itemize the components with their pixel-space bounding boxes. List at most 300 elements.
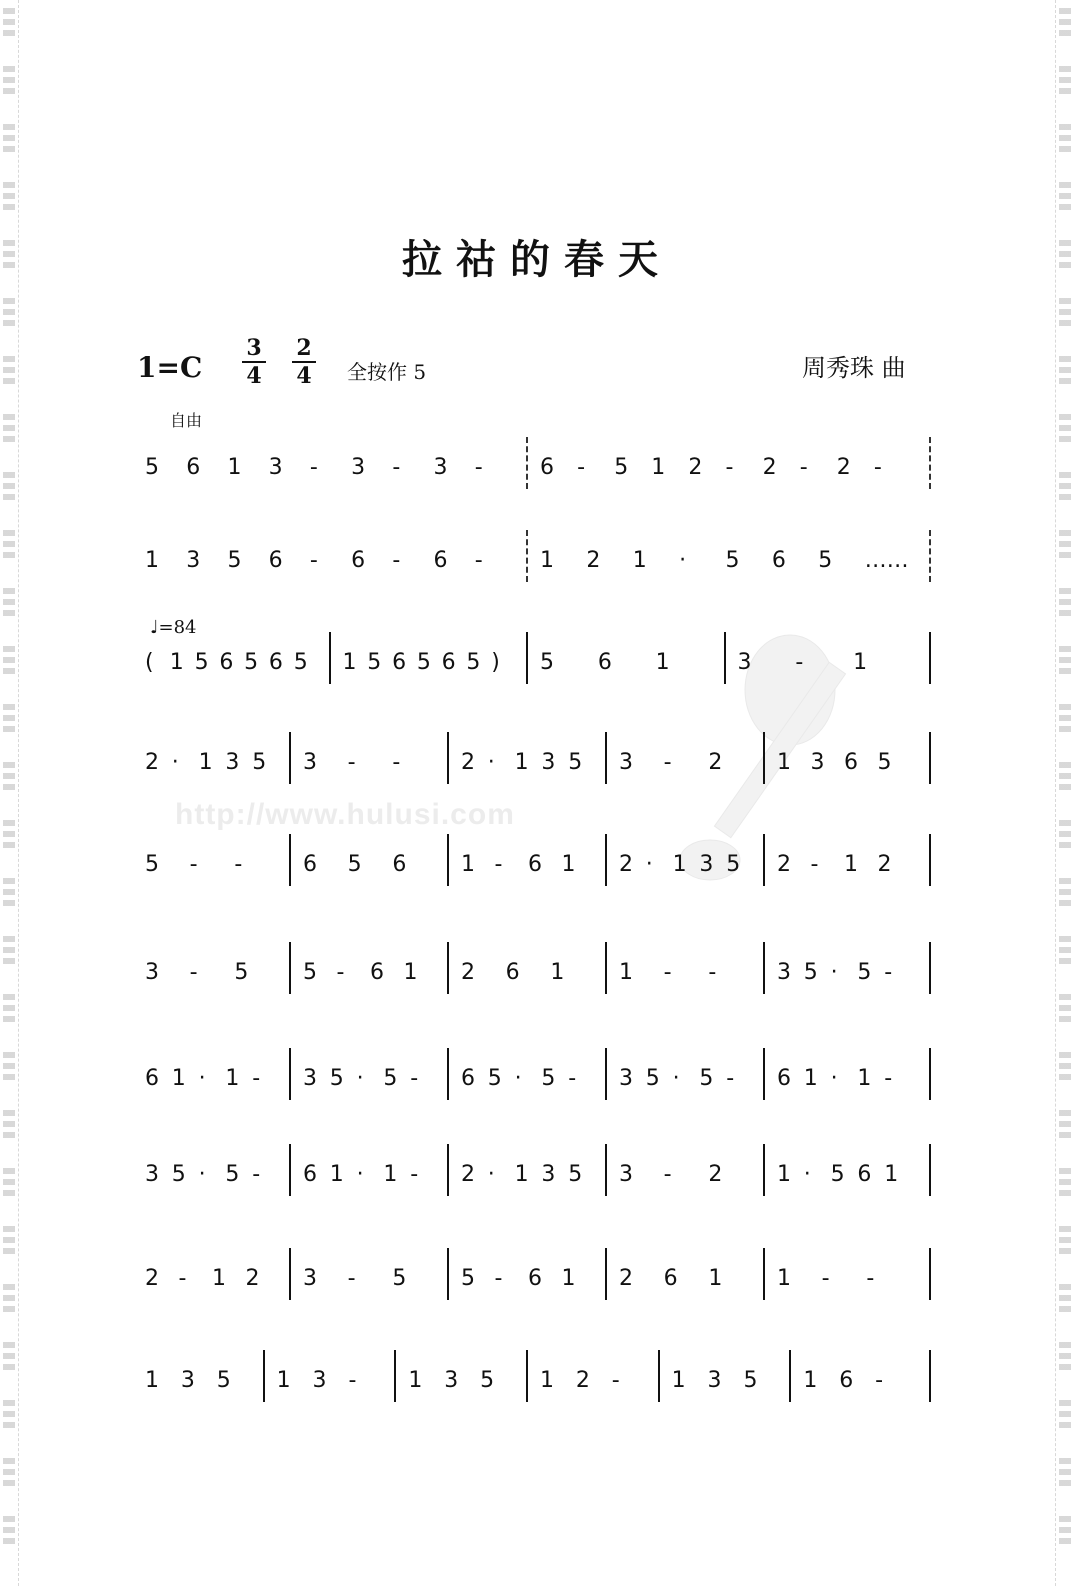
bar-line-end xyxy=(929,530,931,582)
note: 5 xyxy=(803,960,818,985)
note: 2 xyxy=(461,750,475,775)
note: 6 xyxy=(219,650,234,675)
margin-mark xyxy=(1059,1284,1071,1314)
note: 1 xyxy=(342,650,357,675)
notation-symbol: - xyxy=(309,455,318,480)
margin-mark xyxy=(1059,414,1071,444)
margin-mark xyxy=(1059,1168,1071,1198)
notation-symbol: - xyxy=(708,960,717,985)
bar-line-end xyxy=(929,732,931,784)
margin-mark xyxy=(3,530,15,560)
note: 1 xyxy=(671,1368,686,1393)
key-signature: 1=C xyxy=(137,351,203,384)
note: 1 xyxy=(884,1162,899,1187)
note: 2 xyxy=(762,455,777,480)
notation-symbol: - xyxy=(726,1066,735,1091)
bar-line xyxy=(763,1144,765,1196)
notation-symbol: · xyxy=(171,750,179,775)
bar-line-end xyxy=(929,1248,931,1300)
margin-mark xyxy=(3,994,15,1024)
margin-mark xyxy=(3,646,15,676)
bar-line xyxy=(289,732,291,784)
note: 6 xyxy=(351,548,366,573)
note: 2 xyxy=(619,1266,633,1291)
notation-symbol: - xyxy=(810,852,819,877)
note: 2 xyxy=(836,455,851,480)
note: 1 xyxy=(408,1368,423,1393)
notation-symbol: - xyxy=(494,852,503,877)
note: 5 xyxy=(416,650,431,675)
score-row xyxy=(137,650,937,690)
note: 5 xyxy=(726,852,741,877)
margin-mark xyxy=(3,356,15,386)
note: 2 xyxy=(461,960,475,985)
notation-symbol: - xyxy=(884,960,893,985)
bar-line xyxy=(526,437,528,489)
bar-line xyxy=(526,530,528,582)
note: 5 xyxy=(303,960,317,985)
bar-line xyxy=(605,834,607,886)
bar-line xyxy=(447,1248,449,1300)
bar-line xyxy=(447,1048,449,1100)
notation-symbol: · xyxy=(487,750,495,775)
notation-symbol: - xyxy=(799,455,808,480)
notation-symbol: - xyxy=(392,750,401,775)
note: 6 xyxy=(771,548,786,573)
note: 1 xyxy=(514,750,529,775)
bar-line xyxy=(526,632,528,684)
margin-mark xyxy=(3,704,15,734)
note: 1 xyxy=(561,852,576,877)
notation-symbol: - xyxy=(410,1066,419,1091)
tempo-marking: ♩=84 xyxy=(150,617,197,638)
margin-mark xyxy=(1059,1400,1071,1430)
margin-mark xyxy=(3,1458,15,1488)
notation-symbol: ) xyxy=(491,650,500,675)
margin-mark xyxy=(3,1052,15,1082)
note: 6 xyxy=(839,1368,854,1393)
margin-mark xyxy=(3,8,15,38)
margin-mark xyxy=(1059,298,1071,328)
margin-mark xyxy=(1059,762,1071,792)
note: 5 xyxy=(234,960,249,985)
bar-line xyxy=(789,1350,791,1402)
note: 1 xyxy=(651,455,666,480)
notation-symbol: · xyxy=(356,1162,364,1187)
note: 2 xyxy=(461,1162,475,1187)
note: 2 xyxy=(708,1162,723,1187)
note: 2 xyxy=(619,852,633,877)
margin-mark xyxy=(1059,1516,1071,1546)
note: 5 xyxy=(699,1066,714,1091)
note: 3 xyxy=(180,1368,195,1393)
notation-symbol: - xyxy=(884,1066,893,1091)
notation-symbol: - xyxy=(252,1162,261,1187)
note: 6 xyxy=(528,852,542,877)
margin-mark xyxy=(3,1110,15,1140)
note: 5 xyxy=(293,650,308,675)
note: 6 xyxy=(392,852,407,877)
note: 5 xyxy=(540,650,554,675)
bar-line xyxy=(763,1048,765,1100)
notation-symbol: · xyxy=(803,1162,811,1187)
notation-symbol: - xyxy=(577,455,586,480)
note: 5 xyxy=(367,650,382,675)
score-row xyxy=(137,1266,937,1306)
note: 6 xyxy=(145,1066,159,1091)
bar-line xyxy=(289,834,291,886)
notation-symbol: · xyxy=(514,1066,522,1091)
bar-line xyxy=(763,942,765,994)
notation-symbol: - xyxy=(611,1368,620,1393)
margin-mark xyxy=(3,1516,15,1546)
margin-mark xyxy=(1059,936,1071,966)
margin-mark xyxy=(3,1400,15,1430)
note: 5 xyxy=(877,750,892,775)
note: 6 xyxy=(186,455,201,480)
note: 3 xyxy=(707,1368,722,1393)
note: 1 xyxy=(329,1162,344,1187)
notation-symbol: - xyxy=(568,1066,577,1091)
note: 1 xyxy=(550,960,565,985)
bar-line xyxy=(763,1248,765,1300)
score-row xyxy=(137,852,937,892)
margin-mark xyxy=(3,66,15,96)
note: 5 xyxy=(645,1066,660,1091)
note: 2 xyxy=(145,750,159,775)
bar-line xyxy=(289,1048,291,1100)
margin-mark xyxy=(1059,530,1071,560)
notation-symbol: …… xyxy=(864,548,909,573)
margin-mark xyxy=(1059,704,1071,734)
notation-symbol: - xyxy=(348,1368,357,1393)
note: 1 xyxy=(777,1162,791,1187)
notation-symbol: - xyxy=(474,455,483,480)
note: 5 xyxy=(252,750,267,775)
note: 5 xyxy=(466,650,481,675)
score-row xyxy=(137,960,937,1000)
note: 5 xyxy=(830,1162,845,1187)
margin-mark xyxy=(1059,66,1071,96)
notation-symbol: - xyxy=(189,960,198,985)
note: 3 xyxy=(777,960,791,985)
margin-mark xyxy=(1059,472,1071,502)
note: 6 xyxy=(597,650,612,675)
note: 1 xyxy=(171,1066,186,1091)
note: 2 xyxy=(708,750,723,775)
bar-line xyxy=(329,632,331,684)
notation-symbol: · xyxy=(830,1066,838,1091)
note: 6 xyxy=(303,1162,317,1187)
note: 1 xyxy=(514,1162,529,1187)
bar-line xyxy=(605,942,607,994)
fingering-note: 全按作 5 xyxy=(347,360,427,384)
bar-line xyxy=(658,1350,660,1402)
note: 2 xyxy=(245,1266,260,1291)
note: 3 xyxy=(303,1266,317,1291)
bar-line xyxy=(289,1144,291,1196)
margin-mark xyxy=(1059,356,1071,386)
notation-symbol: - xyxy=(410,1162,419,1187)
bar-line xyxy=(724,632,726,684)
note: 6 xyxy=(303,852,317,877)
score-row xyxy=(137,1162,937,1202)
note: 3 xyxy=(699,852,714,877)
notation-symbol: - xyxy=(663,960,672,985)
margin-mark xyxy=(3,588,15,618)
notation-symbol: · xyxy=(487,1162,495,1187)
margin-mark xyxy=(1059,124,1071,154)
notation-symbol: - xyxy=(725,455,734,480)
margin-mark xyxy=(3,1226,15,1256)
note: 6 xyxy=(540,455,554,480)
margin-mark xyxy=(3,414,15,444)
note: 3 xyxy=(225,750,240,775)
margin-mark xyxy=(3,124,15,154)
note: 1 xyxy=(561,1266,576,1291)
margin-mark xyxy=(3,762,15,792)
note: 3 xyxy=(619,1162,633,1187)
note: 1 xyxy=(857,1066,872,1091)
bar-line-end xyxy=(929,942,931,994)
margin-mark xyxy=(1059,588,1071,618)
bar-line xyxy=(447,732,449,784)
bar-line xyxy=(447,942,449,994)
note: 3 xyxy=(145,960,159,985)
score-row xyxy=(137,1368,937,1408)
note: 1 xyxy=(403,960,418,985)
note: 6 xyxy=(392,650,407,675)
note: 1 xyxy=(145,1368,159,1393)
note: 3 xyxy=(145,1162,159,1187)
bar-line-end xyxy=(929,1350,931,1402)
note: 3 xyxy=(186,548,201,573)
margin-mark xyxy=(1059,1342,1071,1372)
note: 6 xyxy=(663,1266,678,1291)
margin-mark xyxy=(3,472,15,502)
composer-credit: 周秀珠 曲 xyxy=(802,354,906,382)
watermark-url: http://www.hulusi.com xyxy=(175,798,515,831)
bar-line xyxy=(763,732,765,784)
note: 1 xyxy=(777,750,791,775)
notation-symbol: - xyxy=(234,852,243,877)
score-row xyxy=(137,455,937,495)
note: 3 xyxy=(619,1066,633,1091)
note: 5 xyxy=(818,548,833,573)
notation-symbol: - xyxy=(474,548,483,573)
note: 6 xyxy=(505,960,520,985)
margin-mark xyxy=(1059,182,1071,212)
note: 3 xyxy=(541,750,556,775)
margin-mark xyxy=(3,1342,15,1372)
margin-mark xyxy=(1059,994,1071,1024)
note: 5 xyxy=(461,1266,475,1291)
notation-symbol: - xyxy=(663,750,672,775)
bar-line xyxy=(289,1248,291,1300)
notation-symbol: - xyxy=(189,852,198,877)
note: 3 xyxy=(351,455,366,480)
notation-symbol: - xyxy=(178,1266,187,1291)
notation-symbol: - xyxy=(873,455,882,480)
note: 1 xyxy=(672,852,687,877)
bar-line-end xyxy=(929,1144,931,1196)
notation-symbol: - xyxy=(494,1266,503,1291)
score-row xyxy=(137,1066,937,1106)
note: 1 xyxy=(853,650,868,675)
notation-symbol: - xyxy=(392,455,401,480)
bar-line xyxy=(763,834,765,886)
note: 3 xyxy=(433,455,448,480)
note: 6 xyxy=(370,960,384,985)
note: 1 xyxy=(461,852,475,877)
note: 5 xyxy=(743,1368,758,1393)
note: 1 xyxy=(227,455,242,480)
bar-line-end xyxy=(929,632,931,684)
note: 2 xyxy=(575,1368,590,1393)
note: 5 xyxy=(392,1266,407,1291)
bar-line-end xyxy=(929,1048,931,1100)
note: 1 xyxy=(383,1162,398,1187)
note: 3 xyxy=(312,1368,327,1393)
notation-symbol: - xyxy=(663,1162,672,1187)
note: 2 xyxy=(145,1266,159,1291)
note: 2 xyxy=(586,548,601,573)
note: 2 xyxy=(777,852,791,877)
note: 6 xyxy=(268,650,283,675)
margin-mark xyxy=(3,182,15,212)
note: 3 xyxy=(737,650,752,675)
notation-symbol: - xyxy=(347,1266,356,1291)
note: 3 xyxy=(303,1066,317,1091)
notation-symbol: - xyxy=(392,548,401,573)
note: 5 xyxy=(857,960,872,985)
note: 6 xyxy=(777,1066,791,1091)
time-signature-2-4: 2 4 xyxy=(292,336,316,388)
bar-line-end xyxy=(929,437,931,489)
note: 6 xyxy=(433,548,448,573)
note: 1 xyxy=(844,852,858,877)
margin-mark xyxy=(3,936,15,966)
notation-symbol: · xyxy=(198,1066,206,1091)
notation-symbol: ( xyxy=(145,650,154,675)
notation-symbol: - xyxy=(875,1368,884,1393)
margin-mark xyxy=(1059,1110,1071,1140)
bar-line xyxy=(605,1144,607,1196)
note: 3 xyxy=(619,750,633,775)
note: 5 xyxy=(568,1162,583,1187)
bar-line xyxy=(447,1144,449,1196)
note: 3 xyxy=(303,750,317,775)
bar-line xyxy=(605,732,607,784)
note: 5 xyxy=(614,455,629,480)
note: 1 xyxy=(803,1066,818,1091)
margin-mark xyxy=(3,878,15,908)
note: 1 xyxy=(619,960,633,985)
note: 1 xyxy=(169,650,184,675)
note: 6 xyxy=(441,650,456,675)
note: 5 xyxy=(145,455,159,480)
note: 5 xyxy=(225,1162,240,1187)
note: 6 xyxy=(844,750,858,775)
score-row xyxy=(137,548,937,588)
note: 6 xyxy=(268,548,283,573)
note: 1 xyxy=(655,650,670,675)
notation-symbol: - xyxy=(309,548,318,573)
note: 5 xyxy=(568,750,583,775)
bar-line xyxy=(263,1350,265,1402)
margin-mark xyxy=(1059,646,1071,676)
margin-mark xyxy=(1059,1052,1071,1082)
note: 1 xyxy=(225,1066,240,1091)
notation-symbol: - xyxy=(795,650,804,675)
notation-symbol: - xyxy=(866,1266,875,1291)
bar-line xyxy=(605,1048,607,1100)
time-signature-3-4: 3 4 xyxy=(242,336,266,388)
note: 5 xyxy=(725,548,740,573)
note: 1 xyxy=(803,1368,818,1393)
note: 5 xyxy=(480,1368,495,1393)
margin-mark xyxy=(3,298,15,328)
bar-line-end xyxy=(929,834,931,886)
note: 5 xyxy=(329,1066,344,1091)
note: 3 xyxy=(268,455,283,480)
note: 1 xyxy=(198,750,213,775)
note: 1 xyxy=(632,548,647,573)
notation-symbol: · xyxy=(198,1162,206,1187)
notation-symbol: - xyxy=(252,1066,261,1091)
bar-line xyxy=(526,1350,528,1402)
margin-mark xyxy=(3,1284,15,1314)
note: 6 xyxy=(857,1162,872,1187)
note: 5 xyxy=(171,1162,186,1187)
notation-symbol: · xyxy=(679,548,687,573)
note: 6 xyxy=(461,1066,475,1091)
notation-symbol: - xyxy=(821,1266,830,1291)
note: 5 xyxy=(383,1066,398,1091)
notation-symbol: · xyxy=(645,852,653,877)
bar-line xyxy=(394,1350,396,1402)
note: 1 xyxy=(145,548,159,573)
note: 2 xyxy=(688,455,703,480)
note: 1 xyxy=(777,1266,791,1291)
note: 1 xyxy=(276,1368,291,1393)
score-row xyxy=(137,750,937,790)
margin-mark xyxy=(3,1168,15,1198)
note: 5 xyxy=(244,650,259,675)
margin-mark xyxy=(1059,8,1071,38)
notation-symbol: · xyxy=(830,960,838,985)
note: 5 xyxy=(347,852,362,877)
note: 5 xyxy=(145,852,159,877)
tempo-free: 自由 xyxy=(170,411,203,430)
note: 1 xyxy=(540,1368,554,1393)
note: 1 xyxy=(540,548,554,573)
bar-line xyxy=(447,834,449,886)
note: 3 xyxy=(444,1368,459,1393)
notation-symbol: · xyxy=(356,1066,364,1091)
song-title: 拉祜的春天 xyxy=(402,236,672,283)
note: 1 xyxy=(708,1266,723,1291)
note: 5 xyxy=(227,548,242,573)
margin-mark xyxy=(3,820,15,850)
note: 6 xyxy=(528,1266,542,1291)
margin-mark xyxy=(1059,1226,1071,1256)
note: 5 xyxy=(487,1066,502,1091)
bar-line xyxy=(605,1248,607,1300)
margin-mark xyxy=(1059,878,1071,908)
note: 3 xyxy=(541,1162,556,1187)
margin-mark xyxy=(1059,1458,1071,1488)
